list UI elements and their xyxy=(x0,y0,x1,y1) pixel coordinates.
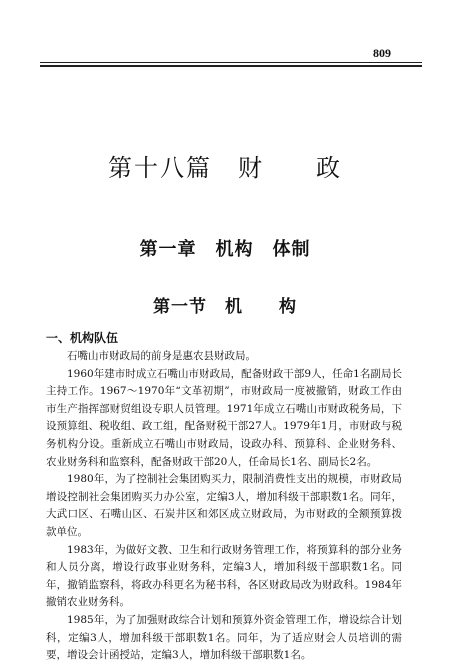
paragraph: 1960年建市时成立石嘴山市财政局，配备财政干部9人，任命1名副局长主持工作。1967～1970年“文革初期”，市财政局一度被撤销，财政工作由市生产指挥部财贸组设专职人员管理。1971年成立石嘴山市财政税务局，下设预算组、税收组、政工组，配备财税干部27人。1979年1月，市财政与税务机构分设。重新成立石嘴山市财政局，设政办科、预算科、企业财务科、农业财务科和监察科，配备财政干部20人，任命局长1名、副局长2名。 xyxy=(46,367,402,468)
section-title: 第一节 机 构 xyxy=(153,297,297,317)
paragraph: 石嘴山市财政局的前身是惠农县财政局。 xyxy=(67,350,256,362)
page-number: 809 xyxy=(373,46,391,60)
header-rule xyxy=(40,62,422,63)
paragraph: 1980年，为了控制社会集团购买力，限制消费性支出的规模，市财政局增设控制社会集团购买力办公室，定编3人，增加科级干部职数1名。同年，大武口区、石嘴山区、石炭井区和郊区成立财政局，为市财政的全额预算拨款单位。 xyxy=(46,473,402,538)
paragraph: 1983年，为做好文教、卫生和行政财务管理工作，将预算科的部分业务和人员分离，增设行政事业财务科，定编3人，增加科级干部职数1名。同年，撤销监察科，将政办科更名为秘书科，各区财政局改为财政科。1984年撤销农业财务科。 xyxy=(46,543,402,609)
body-text xyxy=(46,348,402,665)
part-title: 第十八篇 财 政 xyxy=(108,154,342,182)
paragraph: 1985年，为了加强财政综合计划和预算外资金管理工作，增设综合计划科，定编3人，增加科级干部职数1名。同年，为了适应财会人员培训的需要，增设会计函授站，定编3人，增加科级干部职数1名。 xyxy=(46,613,402,662)
chapter-title: 第一章 机构 体制 xyxy=(139,239,311,260)
header-rule-thick xyxy=(40,65,422,67)
subheading: 一、机构队伍 xyxy=(46,331,119,345)
